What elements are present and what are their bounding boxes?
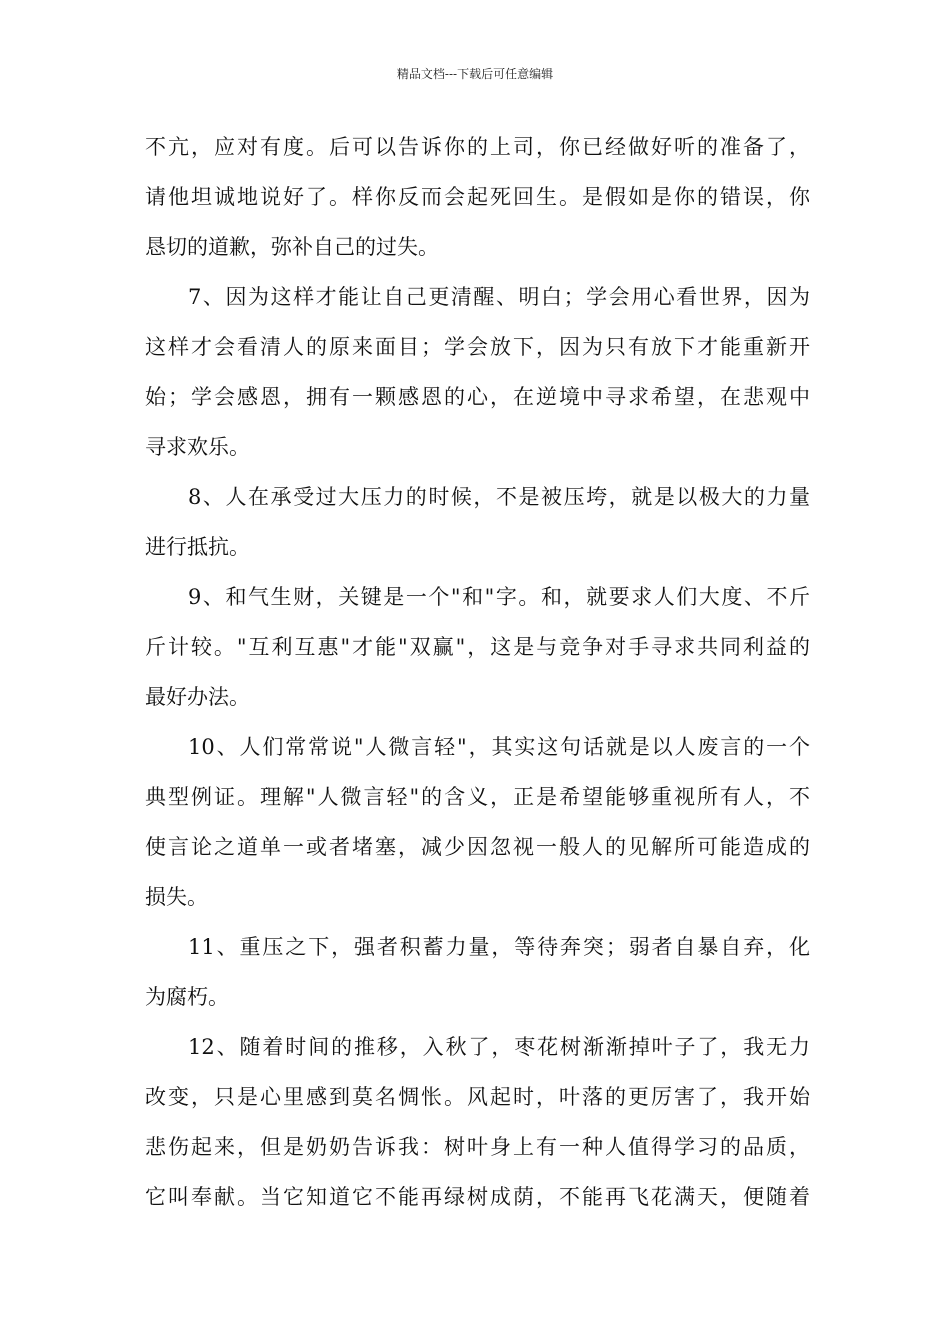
page-header: 精品文档---下载后可任意编辑 — [396, 67, 554, 81]
body-line: 改变，只是心里感到莫名惆怅。风起时，叶落的更厉害了，我开始 — [145, 1085, 810, 1109]
body-line: 损失。 — [145, 885, 208, 909]
body-line: 寻求欢乐。 — [145, 435, 250, 459]
body-line: 进行抵抗。 — [145, 535, 250, 559]
body-line: 恳切的道歉，弥补自己的过失。 — [145, 235, 439, 259]
paragraph-first-line: 10、人们常常说"人微言轻"，其实这句话就是以人废言的一个 — [188, 735, 810, 759]
body-line: 悲伤起来，但是奶奶告诉我：树叶身上有一种人值得学习的品质， — [145, 1135, 810, 1159]
body-line: 为腐朽。 — [145, 985, 229, 1009]
body-line: 斤计较。"互利互惠"才能"双赢"，这是与竞争对手寻求共同利益的 — [145, 635, 810, 659]
body-line: 始；学会感恩，拥有一颗感恩的心，在逆境中寻求希望，在悲观中 — [145, 385, 810, 409]
paragraph-first-line: 12、随着时间的推移，入秋了，枣花树渐渐掉叶子了，我无力 — [188, 1035, 810, 1059]
paragraph-first-line: 8、人在承受过大压力的时候，不是被压垮，就是以极大的力量 — [188, 485, 810, 509]
body-line: 典型例证。理解"人微言轻"的含义，正是希望能够重视所有人，不 — [145, 785, 810, 809]
paragraph-first-line: 9、和气生财，关键是一个"和"字。和，就要求人们大度、不斤 — [188, 585, 810, 609]
body-line: 它叫奉献。当它知道它不能再绿树成荫，不能再飞花满天，便随着 — [145, 1185, 810, 1209]
body-line: 最好办法。 — [145, 685, 250, 709]
paragraph-first-line: 7、因为这样才能让自己更清醒、明白；学会用心看世界，因为 — [188, 285, 810, 309]
body-line: 使言论之道单一或者堵塞，减少因忽视一般人的见解所可能造成的 — [145, 835, 810, 859]
body-line: 这样才会看清人的原来面目；学会放下，因为只有放下才能重新开 — [145, 335, 810, 359]
body-line: 请他坦诚地说好了。样你反而会起死回生。是假如是你的错误，你 — [145, 185, 810, 209]
paragraph-first-line: 11、重压之下，强者积蓄力量，等待奔突；弱者自暴自弃，化 — [188, 935, 810, 959]
body-line: 不亢，应对有度。后可以告诉你的上司，你已经做好听的准备了， — [145, 135, 810, 159]
